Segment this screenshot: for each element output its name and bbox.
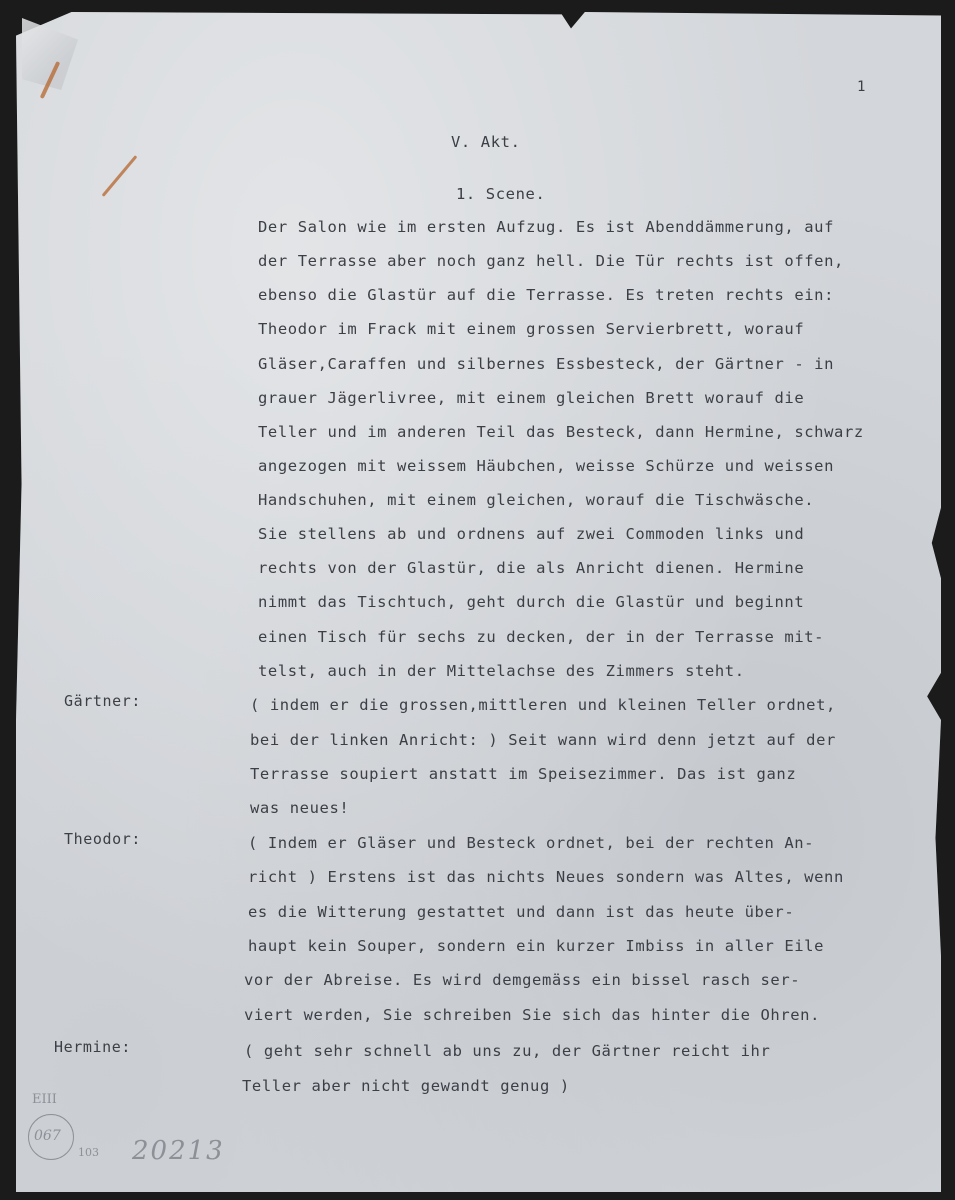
dialogue-line: was neues!: [250, 799, 350, 817]
stage-direction-line: nimmt das Tischtuch, geht durch die Glastür und beginnt: [258, 593, 805, 611]
stage-direction-line: rechts von der Glastür, die als Anricht dienen. Hermine: [258, 559, 805, 577]
dialogue-line: ( indem er die grossen,mittleren und kleinen Teller ordnet,: [250, 696, 836, 714]
archive-mark: 067: [34, 1128, 61, 1144]
stage-direction-line: Gläser,Caraffen und silbernes Essbesteck, der Gärtner - in: [258, 355, 835, 373]
stage-direction-line: Der Salon wie im ersten Aufzug. Es ist Abenddämmerung, auf: [258, 218, 835, 236]
stage-direction-line: der Terrasse aber noch ganz hell. Die Tür rechts ist offen,: [258, 252, 844, 270]
page-number: 1: [857, 79, 867, 95]
speaker-name: Gärtner:: [64, 692, 142, 710]
dialogue-line: Terrasse soupiert anstatt im Speisezimmer. Das ist ganz: [250, 765, 797, 783]
archive-mark: EIII: [32, 1092, 57, 1107]
archive-stamp: [22, 1090, 262, 1180]
speaker-name: Theodor:: [64, 830, 142, 848]
stage-direction-line: ebenso die Glastür auf die Terrasse. Es treten rechts ein:: [258, 286, 835, 304]
stage-direction-line: telst, auch in der Mittelachse des Zimmers steht.: [258, 662, 745, 680]
dialogue-line: vor der Abreise. Es wird demgemäss ein bissel rasch ser-: [244, 971, 801, 989]
stage-direction-line: angezogen mit weissem Häubchen, weisse Schürze und weissen: [258, 457, 835, 475]
archive-mark: 20213: [132, 1136, 225, 1166]
act-title: V. Akt.: [451, 133, 521, 151]
stage-direction-line: Teller und im anderen Teil das Besteck, dann Hermine, schwarz: [258, 423, 864, 441]
archive-mark: 103: [78, 1146, 99, 1159]
dialogue-line: Teller aber nicht gewandt genug ): [242, 1077, 570, 1095]
stage-direction-line: einen Tisch für sechs zu decken, der in der Terrasse mit-: [258, 628, 825, 646]
speaker-name: Hermine:: [54, 1038, 132, 1056]
dialogue-line: haupt kein Souper, sondern ein kurzer Imbiss in aller Eile: [248, 937, 825, 955]
dialogue-line: richt ) Erstens ist das nichts Neues sondern was Altes, wenn: [248, 868, 844, 886]
dialogue-line: bei der linken Anricht: ) Seit wann wird denn jetzt auf der: [250, 731, 836, 749]
stage-direction-line: Sie stellens ab und ordnens auf zwei Commoden links und: [258, 525, 805, 543]
dialogue-line: ( geht sehr schnell ab uns zu, der Gärtner reicht ihr: [244, 1042, 771, 1060]
dialogue-line: es die Witterung gestattet und dann ist das heute über-: [248, 903, 795, 921]
dialogue-line: viert werden, Sie schreiben Sie sich das hinter die Ohren.: [244, 1006, 821, 1024]
dialogue-line: ( Indem er Gläser und Besteck ordnet, bei der rechten An-: [248, 834, 815, 852]
stage-direction-line: grauer Jägerlivree, mit einem gleichen Brett worauf die: [258, 389, 805, 407]
scene-title: 1. Scene.: [456, 185, 546, 203]
stage-direction-line: Handschuhen, mit einem gleichen, worauf die Tischwäsche.: [258, 491, 815, 509]
stage-direction-line: Theodor im Frack mit einem grossen Servierbrett, worauf: [258, 320, 805, 338]
